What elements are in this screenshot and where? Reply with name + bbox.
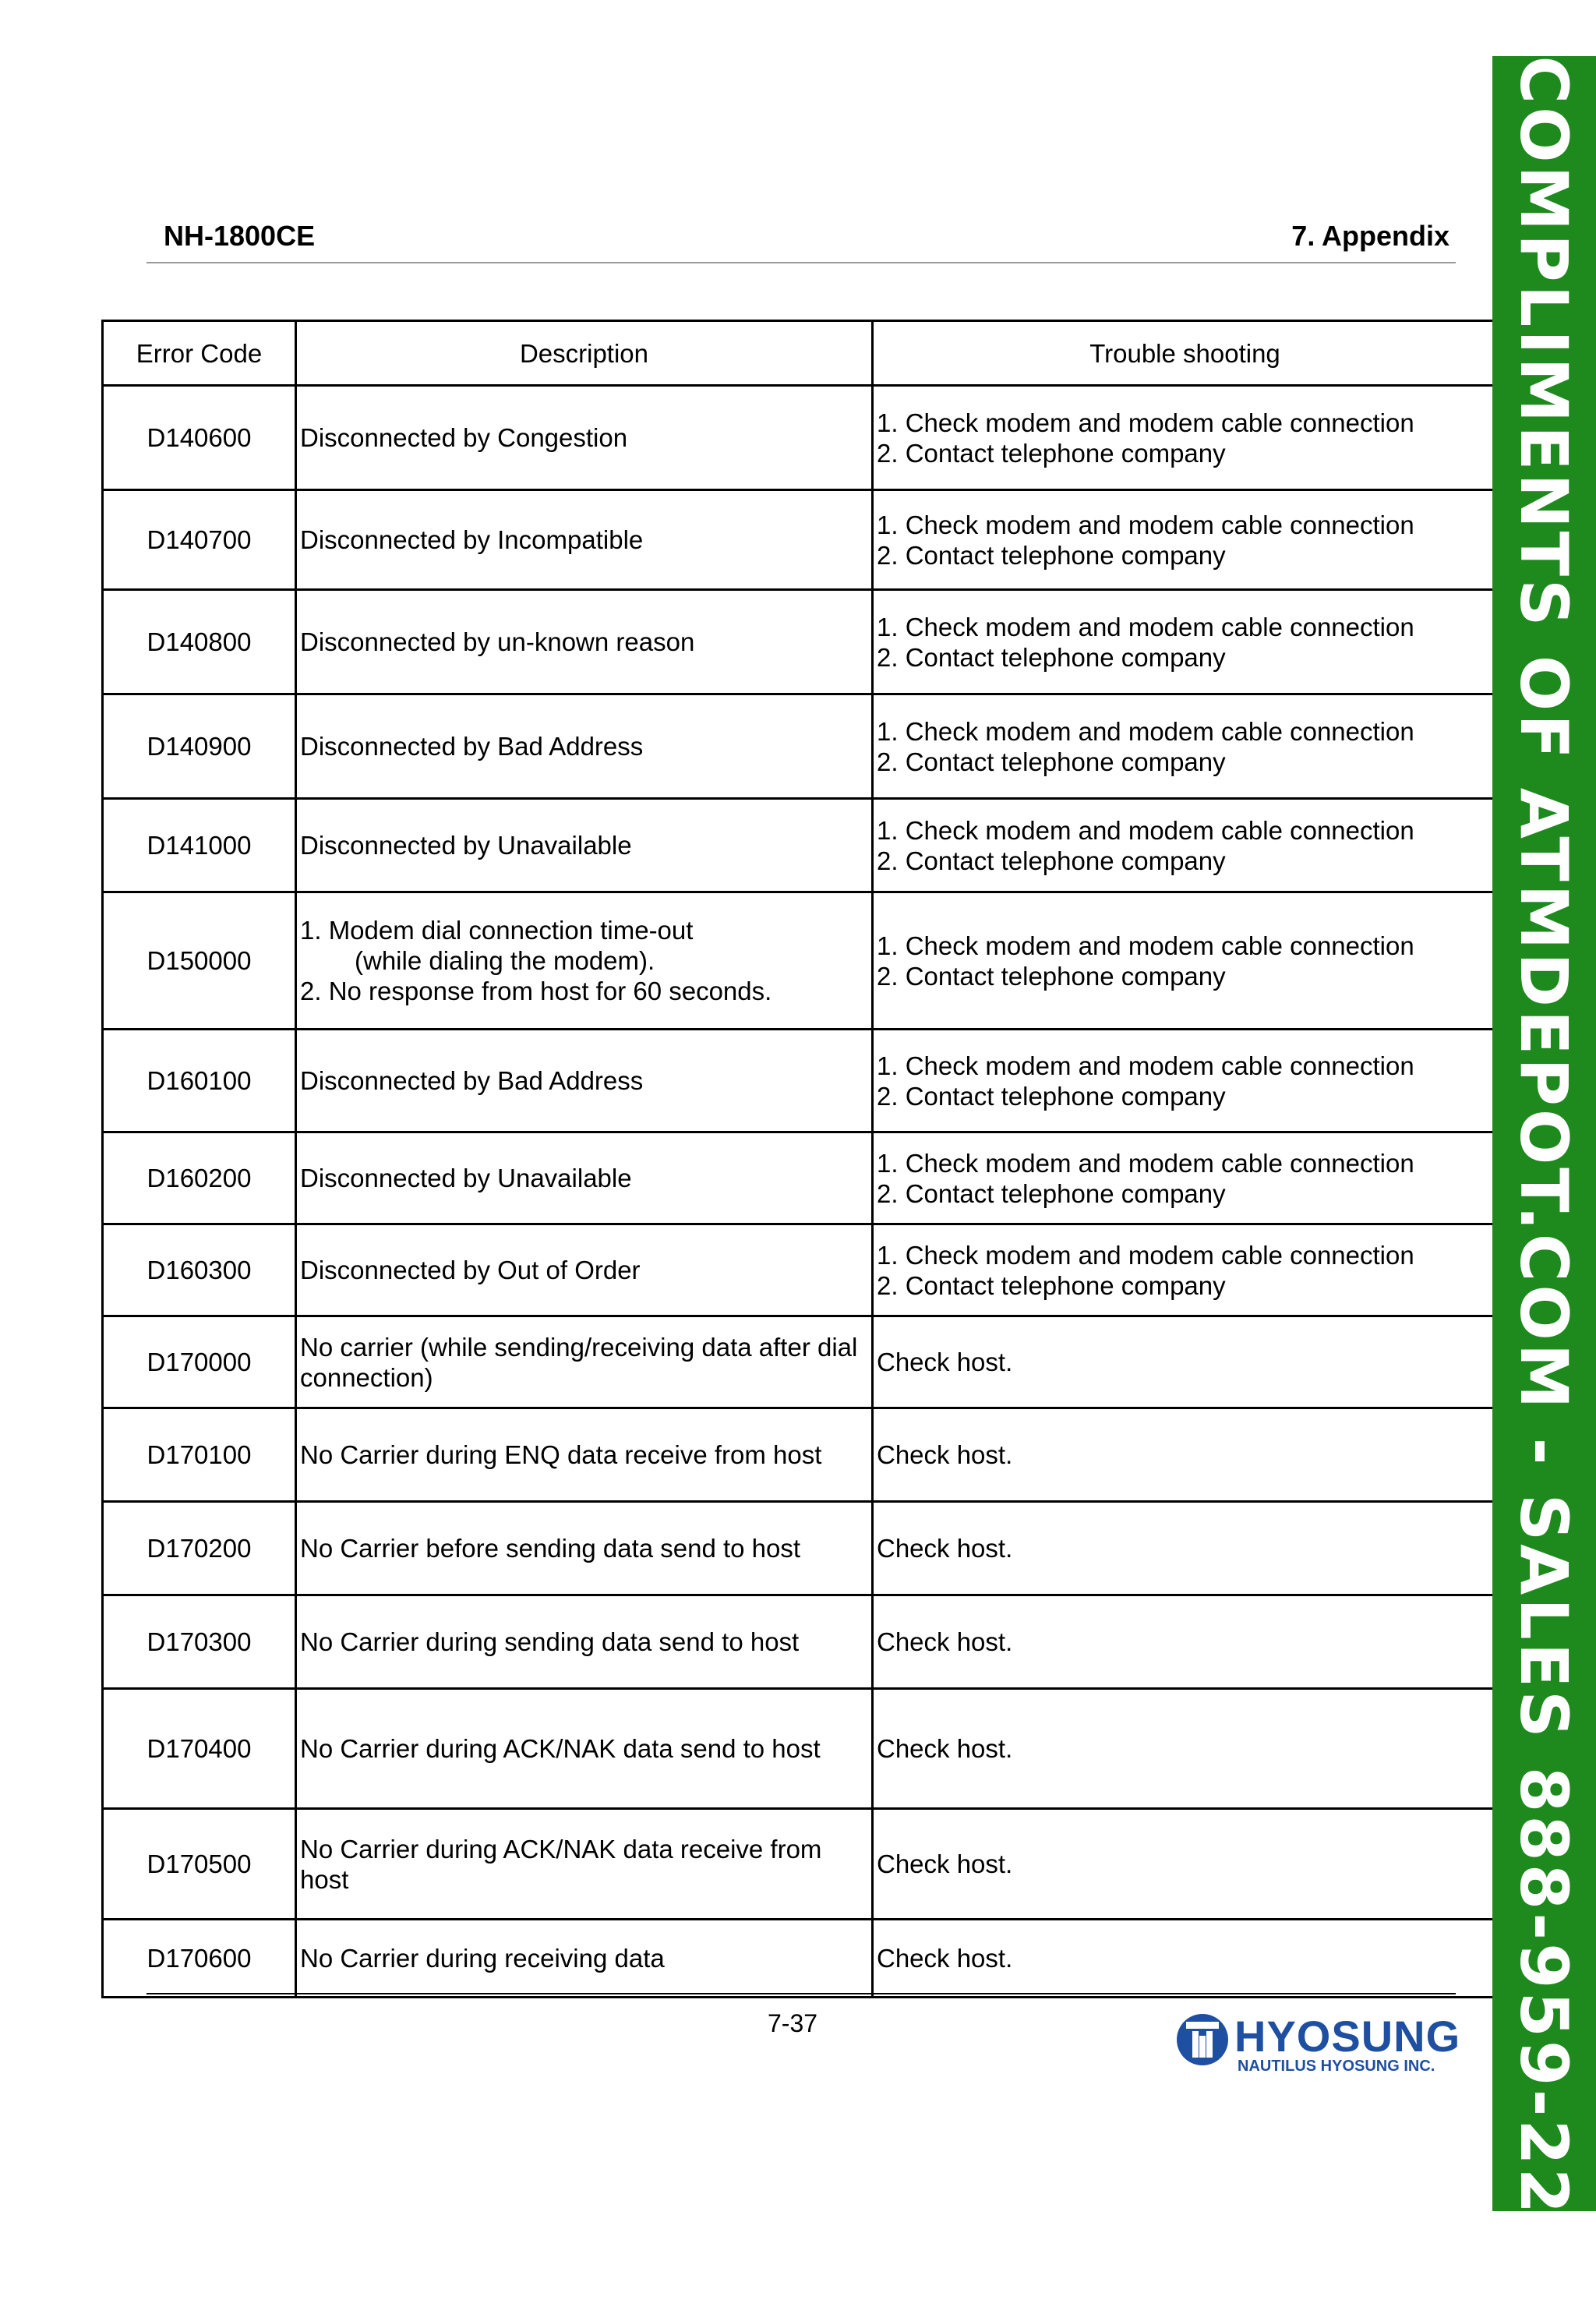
logo-subtitle: NAUTILUS HYOSUNG INC. [1238, 2058, 1435, 2075]
description-line: Disconnected by un-known reason [300, 627, 695, 656]
table-row [103, 386, 1498, 490]
hyosung-logo [1175, 2011, 1461, 2075]
trouble-shooting-cell [873, 694, 1498, 799]
trouble-shooting-line: 1. Check modem and modem cable connection [877, 716, 1414, 746]
table-row [103, 490, 1498, 590]
description-cell [296, 1920, 873, 1998]
column-header-trouble-shooting: Trouble shooting [873, 321, 1498, 386]
trouble-shooting-line: 1. Check modem and modem cable connection [877, 1148, 1414, 1178]
description-cell [296, 386, 873, 490]
description-cell [296, 1224, 873, 1316]
trouble-shooting-cell [873, 1132, 1498, 1224]
error-code-cell: D150000 [103, 892, 296, 1030]
description-cell [296, 1809, 873, 1920]
error-code-cell: D160300 [103, 1224, 296, 1316]
trouble-shooting-cell [873, 1316, 1498, 1408]
description-line: Disconnected by Bad Address [300, 1066, 644, 1095]
trouble-shooting-line: Check host. [877, 1944, 1013, 1973]
description-line: No Carrier before sending data send to host [300, 1534, 801, 1563]
table-row [103, 799, 1498, 892]
trouble-shooting-line: 2. Contact telephone company [877, 747, 1226, 776]
trouble-shooting-cell [873, 1595, 1498, 1689]
page-number: 7-37 [768, 2009, 818, 2037]
description-cell [296, 590, 873, 694]
description-cell [296, 1132, 873, 1224]
trouble-shooting-line: 1. Check modem and modem cable connection [877, 510, 1414, 539]
description-cell [296, 799, 873, 892]
description-cell [296, 892, 873, 1030]
description-cell [296, 1502, 873, 1595]
document-model: NH-1800CE [164, 220, 316, 252]
trouble-shooting-line: Check host. [877, 1534, 1013, 1563]
description-line: Disconnected by Unavailable [300, 1164, 632, 1192]
table-row [103, 1030, 1498, 1132]
trouble-shooting-line: 2. Contact telephone company [877, 1178, 1226, 1208]
trouble-shooting-cell [873, 386, 1498, 490]
description-line: No Carrier during ACK/NAK data receive from [300, 1834, 822, 1864]
hyosung-emblem-icon [1175, 2012, 1230, 2067]
error-code-table [101, 320, 1499, 1998]
error-code-cell: D140700 [103, 490, 296, 590]
table-row [103, 1809, 1498, 1920]
trouble-shooting-cell [873, 1920, 1498, 1998]
table-row [103, 892, 1498, 1030]
description-cell [296, 490, 873, 590]
table-row [103, 1224, 1498, 1316]
error-code-cell: D160100 [103, 1030, 296, 1132]
trouble-shooting-cell [873, 1689, 1498, 1809]
error-code-cell: D141000 [103, 799, 296, 892]
description-line: Disconnected by Out of Order [300, 1256, 641, 1284]
description-line: connection) [300, 1362, 433, 1392]
trouble-shooting-line: Check host. [877, 1734, 1013, 1763]
trouble-shooting-line: 2. Contact telephone company [877, 961, 1226, 991]
table-row [103, 1408, 1498, 1502]
table-row [103, 694, 1498, 799]
description-line: (while dialing the modem). [355, 946, 655, 975]
table-row [103, 590, 1498, 694]
description-line: No Carrier during ACK/NAK data send to host [300, 1734, 821, 1763]
table-row [103, 1595, 1498, 1689]
trouble-shooting-line: 2. Contact telephone company [877, 540, 1226, 570]
trouble-shooting-line: 2. Contact telephone company [877, 1270, 1226, 1300]
description-line: Disconnected by Unavailable [300, 831, 632, 860]
table-row [103, 1316, 1498, 1408]
trouble-shooting-line: 1. Check modem and modem cable connection [877, 1240, 1414, 1270]
description-line: Disconnected by Incompatible [300, 525, 644, 554]
trouble-shooting-line: Check host. [877, 1348, 1013, 1376]
description-line: host [300, 1864, 349, 1894]
trouble-shooting-cell [873, 490, 1498, 590]
trouble-shooting-line: 1. Check modem and modem cable connection [877, 612, 1414, 641]
trouble-shooting-line: 1. Check modem and modem cable connection [877, 931, 1414, 960]
description-line: Disconnected by Congestion [300, 423, 628, 452]
error-code-cell: D140800 [103, 590, 296, 694]
description-cell [296, 1408, 873, 1502]
description-line: Disconnected by Bad Address [300, 732, 644, 761]
error-code-cell: D170100 [103, 1408, 296, 1502]
logo-wordmark: HYOSUNG [1234, 2012, 1461, 2061]
description-line: No Carrier during sending data send to host [300, 1627, 800, 1656]
description-cell [296, 1316, 873, 1408]
trouble-shooting-cell [873, 1408, 1498, 1502]
error-code-cell: D160200 [103, 1132, 296, 1224]
trouble-shooting-line: 2. Contact telephone company [877, 438, 1226, 468]
trouble-shooting-cell [873, 1502, 1498, 1595]
table-row [103, 1502, 1498, 1595]
trouble-shooting-line: 1. Check modem and modem cable connection [877, 815, 1414, 845]
trouble-shooting-cell [873, 1224, 1498, 1316]
trouble-shooting-line: 1. Check modem and modem cable connection [877, 1051, 1414, 1080]
trouble-shooting-cell [873, 892, 1498, 1030]
trouble-shooting-line: 2. Contact telephone company [877, 642, 1226, 672]
description-line: No Carrier during receiving data [300, 1944, 665, 1973]
sales-banner-text: COMPLIMENTS OF ATMDEPOT.COM - SALES 888-959-2269 [1506, 55, 1582, 2314]
trouble-shooting-line: Check host. [877, 1627, 1013, 1656]
table-row [103, 1689, 1498, 1809]
error-code-cell: D170500 [103, 1809, 296, 1920]
trouble-shooting-cell [873, 799, 1498, 892]
error-code-cell: D170400 [103, 1689, 296, 1809]
column-header-description: Description [296, 321, 873, 386]
error-code-cell: D170300 [103, 1595, 296, 1689]
description-cell [296, 1595, 873, 1689]
description-cell [296, 1030, 873, 1132]
description-line: 2. No response from host for 60 seconds. [300, 977, 772, 1005]
column-header-error-code: Error Code [103, 321, 296, 386]
trouble-shooting-cell [873, 1809, 1498, 1920]
section-title: 7. Appendix [1291, 220, 1449, 252]
header-divider [147, 262, 1456, 263]
trouble-shooting-line: Check host. [877, 1440, 1013, 1469]
error-code-cell: D170200 [103, 1502, 296, 1595]
description-line: No carrier (while sending/receiving data after dial [300, 1332, 858, 1362]
table-row [103, 1132, 1498, 1224]
description-line: 1. Modem dial connection time-out [300, 916, 694, 945]
table-row [103, 1920, 1498, 1998]
table-header-row [103, 321, 1498, 386]
trouble-shooting-line: 1. Check modem and modem cable connection [877, 408, 1414, 437]
footer-divider [147, 1993, 1456, 1994]
trouble-shooting-line: 2. Contact telephone company [877, 846, 1226, 875]
trouble-shooting-line: 2. Contact telephone company [877, 1081, 1226, 1111]
error-code-cell: D170000 [103, 1316, 296, 1408]
description-cell [296, 1689, 873, 1809]
error-code-cell: D170600 [103, 1920, 296, 1998]
error-code-cell: D140600 [103, 386, 296, 490]
description-cell [296, 694, 873, 799]
description-line: No Carrier during ENQ data receive from host [300, 1440, 822, 1469]
trouble-shooting-cell [873, 1030, 1498, 1132]
trouble-shooting-cell [873, 590, 1498, 694]
trouble-shooting-line: Check host. [877, 1849, 1013, 1878]
error-code-cell: D140900 [103, 694, 296, 799]
